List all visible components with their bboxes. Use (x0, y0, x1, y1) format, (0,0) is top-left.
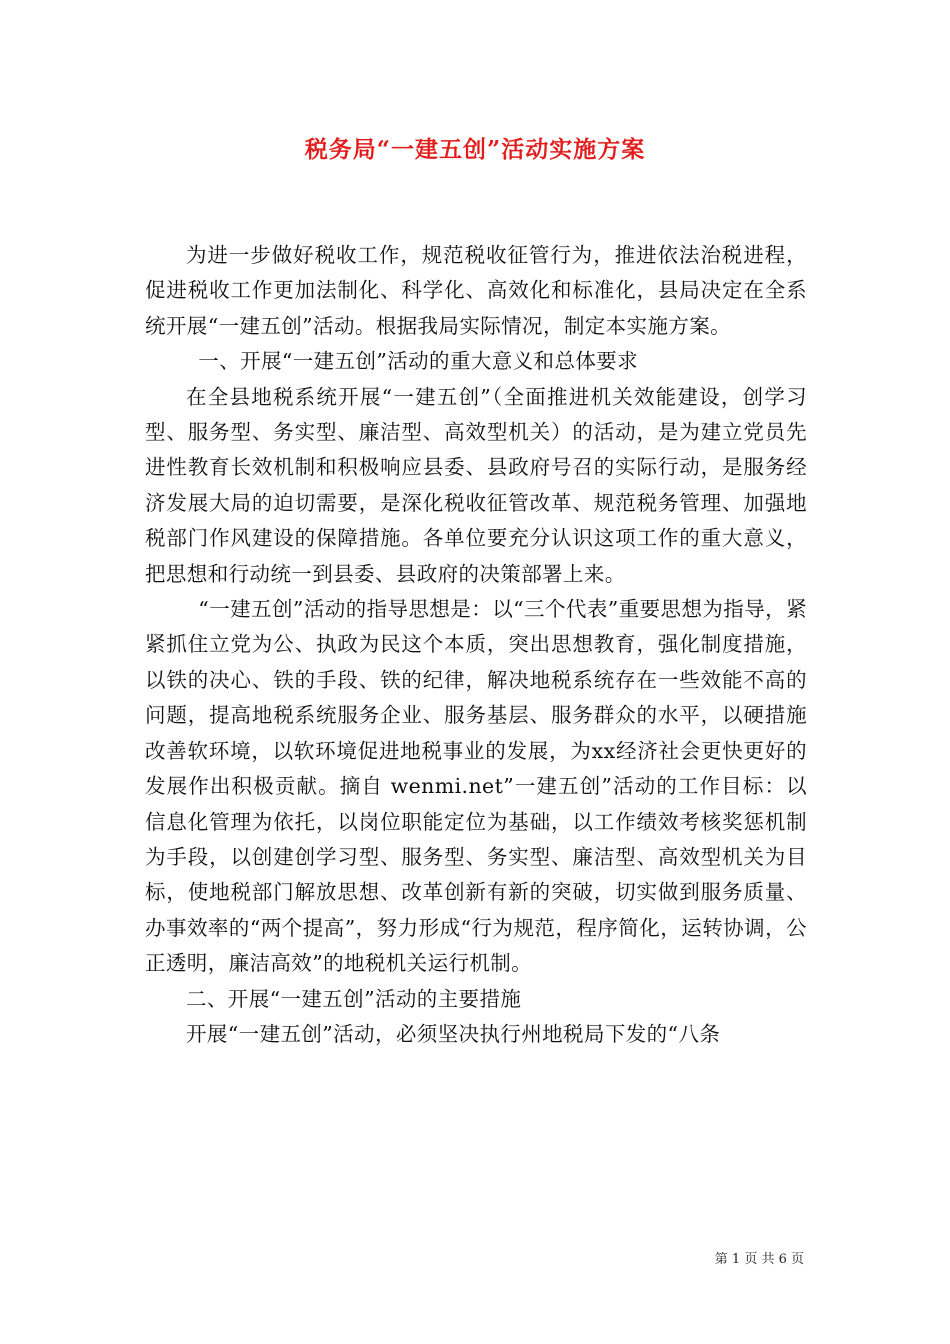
paragraph-measures: 开展“一建五创”活动，必须坚决执行州地税局下发的“八条 (186, 1021, 721, 1046)
paragraph-intro: 为进一步做好税收工作，规范税收征管行为，推进依法治税进程，促进税收工作更加法制化、科学化、高效化和标准化，县局决定在全系统开展“一建五创”活动。根据我局实际情况，制定本实施方案。 (145, 243, 807, 338)
page-number: 第 1 页 共 6 页 (714, 1252, 804, 1267)
paragraph-significance: 在全县地税系统开展“一建五创”（全面推进机关效能建设，创学习型、服务型、务实型、廉洁型、高效型机关）的活动，是为建立党员先进性教育长效机制和积极响应县委、县政府号召的实际行动，是服务经济发展大局的迫切需要，是深化税收征管改革、规范税务管理、加强地税部门作风建设的保障措施。各单位要充分认识这项工作的重大意义，把思想和行动统一到县委、县政府的决策部署上来。 (145, 384, 807, 586)
document-body (145, 238, 807, 1052)
paragraph-guiding-thought: “一建五创”活动的指导思想是：以“三个代表”重要思想为指导，紧紧抓住立党为公、执政为民这个本质，突出思想教育，强化制度措施，以铁的决心、铁的手段、铁的纪律，解决地税系统存在一些效能不高的问题，提高地税系统服务企业、服务基层、服务群众的水平，以硬措施改善软环境，以软环境促进地税事业的发展，为xx经济社会更快更好的发展作出积极贡献。摘自 wenmi.net”一建五创”活动的工作目标：以信息化管理为依托，以岗位职能定位为基础，以工作绩效考核奖惩机制为手段，以创建创学习型、服务型、务实型、廉洁型、高效型机关为目标，使地税部门解放思想、改革创新有新的突破，切实做到服务质量、办事效率的“两个提高”，努力形成“行为规范，程序简化，运转协调，公正透明，廉洁高效”的地税机关运行机制。 (145, 597, 807, 976)
document-title: 税务局“一建五创”活动实施方案 (304, 136, 646, 163)
section-heading-2: 二、开展“一建五创”活动的主要措施 (186, 986, 522, 1011)
section-heading-1: 一、开展“一建五创”活动的重大意义和总体要求 (198, 349, 639, 374)
